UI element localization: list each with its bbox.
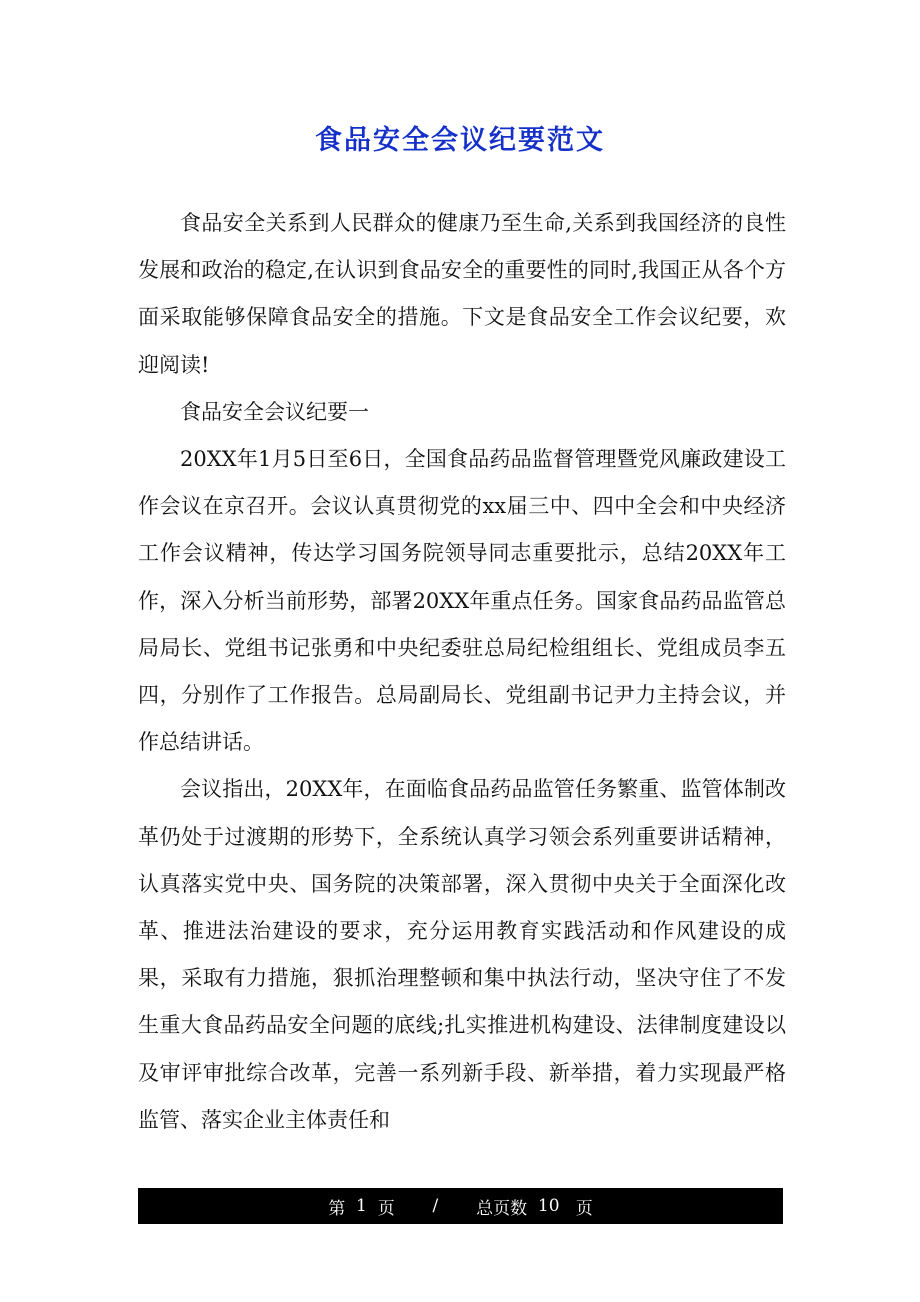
paragraph-summary: 会议指出，20XX年，在面临食品药品监管任务繁重、监管体制改革仍处于过渡期的形势下，全系统认真学习领会系列重要讲话精神，认真落实党中央、国务院的决策部署，深入贯彻中央关于全面深化改革、推进法治建设的要求，充分运用教育实践活动和作风建设的成果，采取有力措施，狠抓治理整顿和集中执法行动，坚决守住了不发生重大食品药品安全问题的底线;扎实推进机构建设、法律制度建设以及审评审批综合改革，完善一系列新手段、新举措，着力实现最严格监管、落实企业主体责任和 — [138, 777, 786, 1132]
footer-page-suffix: 页 — [377, 1198, 395, 1219]
footer-page-number: 1 — [356, 1196, 367, 1216]
footer-separator: / — [432, 1196, 439, 1216]
footer-page-prefix: 第 — [328, 1198, 346, 1219]
page-footer — [138, 1188, 783, 1224]
document-title: 食品安全会议纪要范文 — [315, 125, 605, 156]
footer-total-pages: 10 — [537, 1196, 560, 1216]
paragraph-intro: 食品安全关系到人民群众的健康乃至生命,关系到我国经济的良性发展和政治的稳定,在认识到食品安全的重要性的同时,我国正从各个方面采取能够保障食品安全的措施。下文是食品安全工作会议纪要，欢迎阅读! — [138, 211, 786, 377]
section-heading: 食品安全会议纪要一 — [180, 399, 369, 424]
document-body — [138, 200, 786, 1144]
footer-total-suffix: 页 — [575, 1198, 593, 1219]
footer-total-prefix: 总页数 — [476, 1198, 528, 1219]
paragraph-meeting: 20XX年1月5日至6日，全国食品药品监督管理暨党风廉政建设工作会议在京召开。会议认真贯彻党的xx届三中、四中全会和中央经济工作会议精神，传达学习国务院领导同志重要批示，总结20XX年工作，深入分析当前形势，部署20XX年重点任务。国家食品药品监管总局局长、党组书记张勇和中央纪委驻总局纪检组组长、党组成员李五四，分别作了工作报告。总局副局长、党组副书记尹力主持会议，并作总结讲话。 — [138, 447, 786, 755]
